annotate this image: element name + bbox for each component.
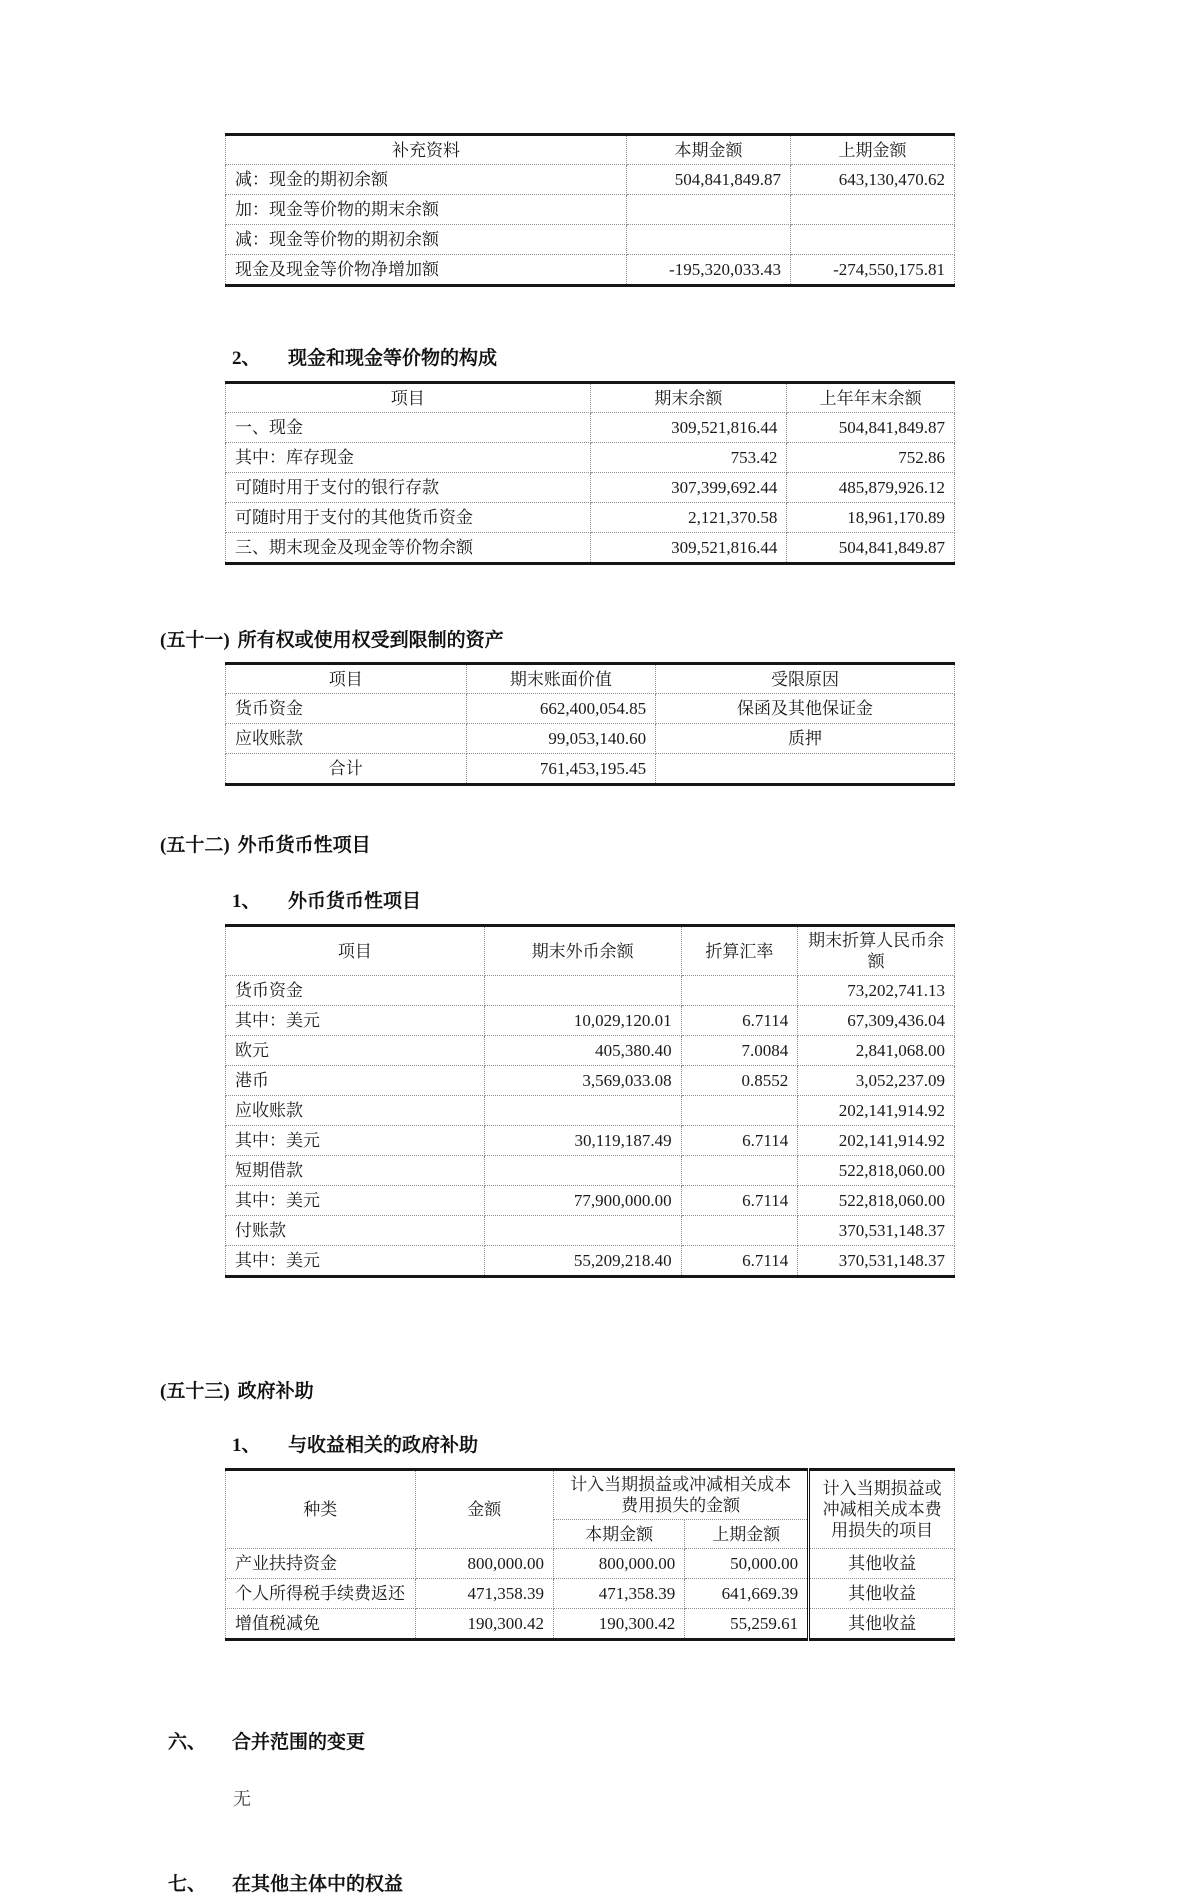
current-amount: 471,358.39 xyxy=(554,1579,685,1609)
grant-category: 增值税减免 xyxy=(226,1609,416,1640)
restriction-reason: 保函及其他保证金 xyxy=(656,694,955,724)
heading-number: (五十三) xyxy=(160,1381,230,1402)
table-row xyxy=(226,1186,955,1216)
prior-year-balance: 504,841,849.87 xyxy=(787,413,955,443)
grant-amount: 190,300.42 xyxy=(415,1609,554,1640)
col-header-pl-item: 计入当期损益或冲减相关成本费用损失的项目 xyxy=(809,1470,955,1549)
prior-amount xyxy=(790,225,954,255)
table-row xyxy=(226,1579,955,1609)
fx-balance xyxy=(484,1096,681,1126)
prior-year-balance: 752.86 xyxy=(787,443,955,473)
col-header-amount: 金额 xyxy=(415,1470,554,1549)
col-header-current-amount: 本期金额 xyxy=(554,1520,685,1549)
heading-title: 合并范围的变更 xyxy=(232,1732,366,1753)
heading-number: 六、 xyxy=(168,1732,207,1753)
prior-amount xyxy=(790,195,954,225)
rmb-balance: 370,531,148.37 xyxy=(798,1246,955,1277)
heading-restricted-assets xyxy=(160,625,1200,652)
pl-item: 其他收益 xyxy=(809,1609,955,1640)
col-header-supplementary: 补充资料 xyxy=(226,135,627,165)
table-row xyxy=(226,1096,955,1126)
exchange-rate: 0.8552 xyxy=(681,1066,798,1096)
exchange-rate xyxy=(681,1096,798,1126)
rmb-balance: 522,818,060.00 xyxy=(798,1186,955,1216)
heading-number: (五十二) xyxy=(160,835,230,856)
carrying-value: 761,453,195.45 xyxy=(466,754,656,785)
col-header-carrying-value: 期末账面价值 xyxy=(466,664,656,694)
table-row xyxy=(226,1549,955,1579)
table-row xyxy=(226,1126,955,1156)
rmb-balance: 2,841,068.00 xyxy=(798,1036,955,1066)
fx-balance xyxy=(484,1156,681,1186)
prior-amount: 641,669.39 xyxy=(685,1579,809,1609)
row-label: 加：现金等价物的期末余额 xyxy=(226,195,627,225)
carrying-value: 662,400,054.85 xyxy=(466,694,656,724)
table-row xyxy=(226,195,955,225)
row-label: 货币资金 xyxy=(226,694,467,724)
prior-amount: 643,130,470.62 xyxy=(790,165,954,195)
table-header-row xyxy=(226,1470,955,1520)
exchange-rate: 6.7114 xyxy=(681,1186,798,1216)
restricted-assets-table xyxy=(225,662,955,786)
row-label: 可随时用于支付的银行存款 xyxy=(226,473,591,503)
subheading-foreign-currency xyxy=(232,886,1200,913)
row-label: 其中：美元 xyxy=(226,1126,485,1156)
cash-composition-table xyxy=(225,381,955,565)
heading-title: 外币货币性项目 xyxy=(237,835,371,856)
section-six-content: 无 xyxy=(233,1789,251,1809)
row-label: 现金及现金等价物净增加额 xyxy=(226,255,627,286)
table-row xyxy=(226,1216,955,1246)
foreign-currency-table xyxy=(225,924,955,1278)
rmb-balance: 67,309,436.04 xyxy=(798,1006,955,1036)
prior-amount: 55,259.61 xyxy=(685,1609,809,1640)
exchange-rate xyxy=(681,1156,798,1186)
rmb-balance: 370,531,148.37 xyxy=(798,1216,955,1246)
current-amount: 800,000.00 xyxy=(554,1549,685,1579)
col-header-exchange-rate: 折算汇率 xyxy=(681,926,798,976)
restriction-reason xyxy=(656,754,955,785)
government-grants-table xyxy=(225,1468,955,1641)
col-header-current-amount: 本期金额 xyxy=(626,135,790,165)
exchange-rate: 6.7114 xyxy=(681,1006,798,1036)
exchange-rate xyxy=(681,976,798,1006)
table-row xyxy=(226,255,955,286)
row-label: 应收账款 xyxy=(226,724,467,754)
col-header-restriction-reason: 受限原因 xyxy=(656,664,955,694)
grant-category: 产业扶持资金 xyxy=(226,1549,416,1579)
rmb-balance: 522,818,060.00 xyxy=(798,1156,955,1186)
table-row xyxy=(226,1066,955,1096)
prior-amount: 50,000.00 xyxy=(685,1549,809,1579)
carrying-value: 99,053,140.60 xyxy=(466,724,656,754)
table-row xyxy=(226,503,955,533)
pl-item: 其他收益 xyxy=(809,1579,955,1609)
ending-balance: 2,121,370.58 xyxy=(590,503,787,533)
table-header-row xyxy=(226,135,955,165)
table-header-row xyxy=(226,926,955,976)
heading-interests-in-other-entities xyxy=(168,1869,1200,1896)
table-row xyxy=(226,1156,955,1186)
table-row xyxy=(226,165,955,195)
heading-number: (五十一) xyxy=(160,630,230,651)
row-label: 欧元 xyxy=(226,1036,485,1066)
grant-category: 个人所得税手续费返还 xyxy=(226,1579,416,1609)
row-label: 合计 xyxy=(226,754,467,785)
table-row xyxy=(226,1036,955,1066)
row-label: 减：现金等价物的期初余额 xyxy=(226,225,627,255)
subheading-title: 与收益相关的政府补助 xyxy=(288,1435,479,1456)
row-label: 三、期末现金及现金等价物余额 xyxy=(226,533,591,564)
row-label: 其中：美元 xyxy=(226,1246,485,1277)
row-label: 短期借款 xyxy=(226,1156,485,1186)
fx-balance: 55,209,218.40 xyxy=(484,1246,681,1277)
fx-balance: 10,029,120.01 xyxy=(484,1006,681,1036)
row-label: 其中：库存现金 xyxy=(226,443,591,473)
supplementary-info-table xyxy=(225,133,955,287)
ending-balance: 309,521,816.44 xyxy=(590,533,787,564)
rmb-balance: 3,052,237.09 xyxy=(798,1066,955,1096)
pl-item: 其他收益 xyxy=(809,1549,955,1579)
col-header-ending-balance: 期末余额 xyxy=(590,383,787,413)
fx-balance xyxy=(484,1216,681,1246)
table-row xyxy=(226,1609,955,1640)
table-header-row xyxy=(226,383,955,413)
grant-amount: 471,358.39 xyxy=(415,1579,554,1609)
prior-amount: -274,550,175.81 xyxy=(790,255,954,286)
col-header-category: 种类 xyxy=(226,1470,416,1549)
table-row xyxy=(226,413,955,443)
grant-amount: 800,000.00 xyxy=(415,1549,554,1579)
col-header-item: 项目 xyxy=(226,926,485,976)
prior-year-balance: 504,841,849.87 xyxy=(787,533,955,564)
table-row xyxy=(226,533,955,564)
restriction-reason: 质押 xyxy=(656,724,955,754)
exchange-rate: 7.0084 xyxy=(681,1036,798,1066)
row-label: 减：现金的期初余额 xyxy=(226,165,627,195)
exchange-rate: 6.7114 xyxy=(681,1246,798,1277)
table-row xyxy=(226,1006,955,1036)
fx-balance: 30,119,187.49 xyxy=(484,1126,681,1156)
table-row xyxy=(226,694,955,724)
col-header-rmb-balance: 期末折算人民币余额 xyxy=(798,926,955,976)
current-amount: 504,841,849.87 xyxy=(626,165,790,195)
subheading-income-related-grants xyxy=(232,1430,1200,1457)
table-row xyxy=(226,473,955,503)
heading-title: 在其他主体中的权益 xyxy=(232,1874,404,1895)
current-amount: 190,300.42 xyxy=(554,1609,685,1640)
heading-government-grants xyxy=(160,1376,1200,1403)
exchange-rate: 6.7114 xyxy=(681,1126,798,1156)
table-row xyxy=(226,724,955,754)
table-row xyxy=(226,1246,955,1277)
col-header-item: 项目 xyxy=(226,383,591,413)
rmb-balance: 202,141,914.92 xyxy=(798,1096,955,1126)
table-row xyxy=(226,976,955,1006)
ending-balance: 309,521,816.44 xyxy=(590,413,787,443)
table-header-row xyxy=(226,664,955,694)
exchange-rate xyxy=(681,1216,798,1246)
heading-foreign-currency xyxy=(160,830,1200,857)
heading-title: 政府补助 xyxy=(237,1381,314,1402)
col-header-prior-year-balance: 上年年末余额 xyxy=(787,383,955,413)
row-label: 一、现金 xyxy=(226,413,591,443)
ending-balance: 753.42 xyxy=(590,443,787,473)
fx-balance: 77,900,000.00 xyxy=(484,1186,681,1216)
row-label: 港币 xyxy=(226,1066,485,1096)
table-row xyxy=(226,225,955,255)
col-header-prior-amount: 上期金额 xyxy=(685,1520,809,1549)
heading-cash-composition xyxy=(232,343,1200,370)
row-label: 付账款 xyxy=(226,1216,485,1246)
row-label: 其中：美元 xyxy=(226,1006,485,1036)
heading-number: 2、 xyxy=(232,348,261,369)
subheading-number: 1、 xyxy=(232,1435,261,1456)
heading-title: 所有权或使用权受到限制的资产 xyxy=(237,630,504,651)
prior-year-balance: 485,879,926.12 xyxy=(787,473,955,503)
row-label: 可随时用于支付的其他货币资金 xyxy=(226,503,591,533)
row-label: 其中：美元 xyxy=(226,1186,485,1216)
fx-balance: 3,569,033.08 xyxy=(484,1066,681,1096)
heading-number: 七、 xyxy=(168,1874,207,1895)
col-header-item: 项目 xyxy=(226,664,467,694)
current-amount xyxy=(626,195,790,225)
subheading-number: 1、 xyxy=(232,891,261,912)
row-label: 应收账款 xyxy=(226,1096,485,1126)
row-label: 货币资金 xyxy=(226,976,485,1006)
col-header-fx-balance: 期末外币余额 xyxy=(484,926,681,976)
rmb-balance: 73,202,741.13 xyxy=(798,976,955,1006)
fx-balance: 405,380.40 xyxy=(484,1036,681,1066)
col-header-prior-amount: 上期金额 xyxy=(790,135,954,165)
table-row-total xyxy=(226,754,955,785)
table-row xyxy=(226,443,955,473)
current-amount xyxy=(626,225,790,255)
prior-year-balance: 18,961,170.89 xyxy=(787,503,955,533)
fx-balance xyxy=(484,976,681,1006)
heading-title: 现金和现金等价物的构成 xyxy=(288,348,498,369)
subheading-title: 外币货币性项目 xyxy=(288,891,422,912)
heading-consolidation-scope-change xyxy=(168,1727,1200,1754)
rmb-balance: 202,141,914.92 xyxy=(798,1126,955,1156)
ending-balance: 307,399,692.44 xyxy=(590,473,787,503)
col-header-pl-amount-group: 计入当期损益或冲减相关成本费用损失的金额 xyxy=(554,1470,809,1520)
current-amount: -195,320,033.43 xyxy=(626,255,790,286)
